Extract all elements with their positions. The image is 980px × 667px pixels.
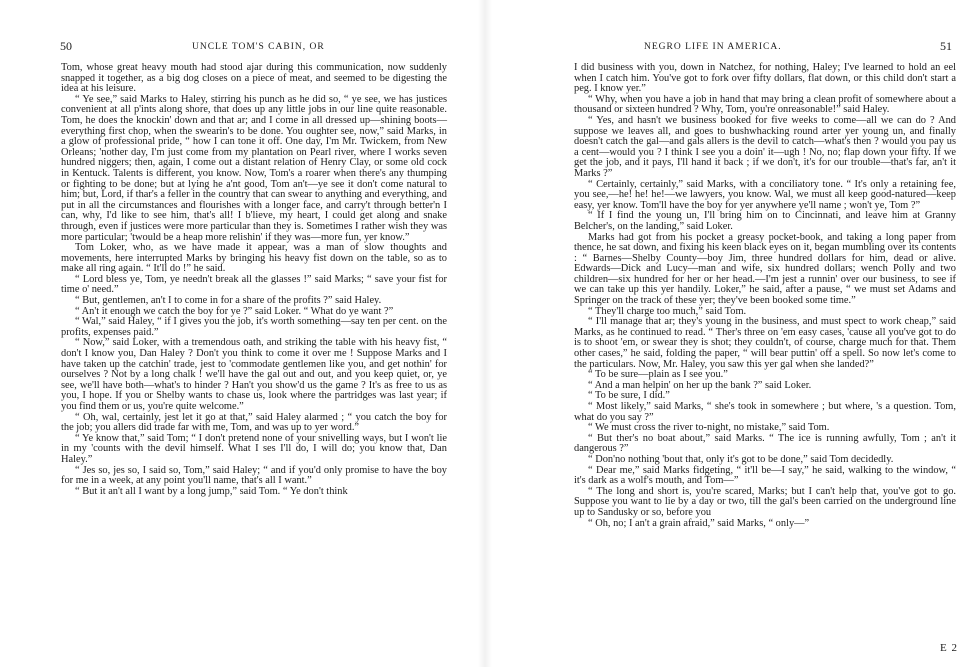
running-head: UNCLE TOM'S CABIN, OR	[192, 42, 325, 52]
paragraph: Tom Loker, who, as we have made it appear, was a man of slow thoughts and movements, here interrupted Marks by bringing his heavy fist down on the table, so as to make all ring again. “ It'll do !” he said.	[61, 242, 447, 275]
paragraph: Tom, whose great heavy mouth had stood ajar during this communication, now suddenly snapped it together, as a big dog closes on a piece of meat, and seemed to be digesting the idea at his leisure.	[61, 62, 447, 95]
paragraph: “ The long and short is, you're scared, Marks; but I can't help that, you've got to go. Suppose you want to lie by a day or two, till the gal's been carried on the underground line up to Sandusky or so, before you	[574, 485, 956, 518]
page-number: 51	[940, 39, 952, 53]
paragraph: “ We must cross the river to-night, no mistake,” said Tom.	[588, 422, 830, 434]
paragraph: “ I'll manage that ar; they's young in the business, and must spect to work cheap,” said Marks, as he continued to read. “ Ther's three on 'em easy cases, 'cause all you've got to do is to shoot 'em, or swear they is shot; they couldn't, of course, charge much for that. Them other cases,” he said, folding the paper, “ will bear puttin' off a spell. So now let's come to the particulars. Now, Mr. Haley, you saw this yer gal when she landed?”	[574, 316, 956, 370]
paragraph: “ Now,” said Loker, with a tremendous oath, and striking the table with his heavy fist, “ don't I know you, Dan Haley ? Don't you think to come it over me ! Suppose Marks and I have taken up the catchin' trade, jest to 'commodate gentlemen like you, and get nothin' for ourselves ? Not by a long chalk ! we'll have the gal out and out, and you keep quiet, or, ye see, we'll have both—what's to hinder ? Han't you show'd us the game ? It's as free to us as you, I hope. If you or Shelby wants to chase us, look where the partridges was last year; if you find them or us, you're quite welcome.”	[61, 337, 447, 412]
book-gutter	[478, 0, 492, 667]
paragraph: “ Most likely,” said Marks, “ she's took in somewhere ; but where, 's a question. Tom, what do you say ?”	[574, 401, 956, 423]
paragraph: “ Yes, and hasn't we business booked for five weeks to come—all we can do ? And suppose we leaves all, and goes to bushwhacking round arter yer young un, and finally doesn't catch the gal—and gals allers is the devil to catch—what's then ? would you pay us a cent—would you ? I think I see you a doin' it—ugh ! No, no; flap down your fifty. If we get the job, and it pays, I'll hand it back ; if we don't, it's for our trouble—that's far, an't it Marks ?”	[574, 114, 956, 179]
left-page-body	[61, 63, 447, 497]
paragraph: “ If I find the young un, I'll bring him on to Cincinnati, and leave him at Granny Belcher's, on the landing,” said Loker.	[574, 210, 956, 232]
paragraph: I did business with you, down in Natchez, for nothing, Haley; I've learned to hold an eel when I catch him. You've got to fork over fifty dollars, flat down, or this child don't start a peg. I know yer.”	[574, 62, 956, 95]
paragraph: “ And a man helpin' on her up the bank ?” said Loker.	[588, 379, 812, 391]
paragraph: “ Don'no nothing 'bout that, only it's got to be done,” said Tom decidedly.	[588, 453, 894, 465]
paragraph: Marks had got from his pocket a greasy pocket-book, and taking a long paper from thence, he sat down, and fixing his keen black eyes on it, began mumbling over its contents : “ Barnes—Shelby County—boy Jim, three hundred dollars for him, dead or alive. Edwards—Dick and Lucy—man and wife, six hundred dollars; wench Polly and two children—six hundred for her or her head.—I'm jest a runnin' over our business, to see if we can take up this yer handily. Loker,” he said, after a pause, “ we must set Adams and Springer on the track of these yer; they've been booked some time.”	[574, 231, 956, 307]
paragraph: “ They'll charge too much,” said Tom.	[588, 305, 747, 317]
paragraph: “ But it an't all I want by a long jump,” said Tom. “ Ye don't think	[75, 485, 348, 497]
right-page-body	[574, 63, 956, 529]
right-page	[492, 0, 980, 667]
paragraph: “ But, gentlemen, an't I to come in for a share of the profits ?” said Haley.	[75, 295, 382, 307]
paragraph: “ But ther's no boat about,” said Marks. “ The ice is running awfully, Tom ; an't it dangerous ?”	[574, 432, 956, 455]
signature-mark: E 2	[940, 642, 958, 654]
paragraph: “ Oh, no; I an't a grain afraid,” said Marks, “ only—”	[588, 517, 810, 529]
left-page	[0, 0, 478, 667]
paragraph: “ Why, when you have a job in hand that may bring a clean profit of somewhere about a thousand or sixteen hundred ? Why, Tom, you're onreasonable!” said Haley.	[574, 93, 956, 116]
page-number: 50	[60, 39, 72, 53]
paragraph: “ Ye see,” said Marks to Haley, stirring his punch as he did so, “ ye see, we has justices convenient at all p'ints along shore, that does up any little jobs in our line quite reasonable. Tom, he does the knockin' down and that ar; and I come in all dressed up—shining boots—everything first chop, when the swearin's to be done. You oughter see, now,” said Marks, in a glow of professional pride, “ how I can tone it off. One day, I'm Mr. Twickem, from New Orleans; 'nother day, I'm just come from my plantation on Pearl river, where I works seven hundred niggers; then, again, I come out a distant relation of Henry Clay, or some old cock in Kentuck. Talents is different, you know. Now, Tom's a roarer when there's any thumping or fighting to be done; but at lying he a'nt good, Tom an't—ye see it don't come natural to him; but, Lord, if thar's a feller in the country that can swear to anything and everything, and put in all the circumstances and flourishes with a longer face, and carry't through better'n I can, why, I'd like to see him, that's all! I b'lieve, my heart, I could get along and snake through, even if justices were more particular than they is. Sometimes I rather wish they was more particular; 'twould be a heap more relishin' if they was—more fun, yer know.”	[61, 93, 447, 243]
paragraph: “ Ye know that,” said Tom; “ I don't pretend none of your snivelling ways, but I won't lie in my 'counts with the devil himself. What I ses I'll do, I will do; you know that, Dan Haley.”	[61, 432, 447, 465]
paragraph: “ To be sure, I did.”	[588, 390, 670, 402]
paragraph: “ Certainly, certainly,” said Marks, with a conciliatory tone. “ It's only a retaining fee, you see,—he! he! he!—we lawyers, you know. Wal, we must all keep good-natured—keep easy, yer know. Tom'll have the boy for yer anywhere ye'll name ; won't ye, Tom ?”	[574, 178, 956, 211]
paragraph: “ Jes so, jes so, I said so, Tom,” said Haley; “ and if you'd only promise to have the boy for me in a week, at any point you'll name, that's all I want.”	[61, 464, 447, 487]
paragraph: “ Wal,” said Haley, “ if I gives you the job, it's worth something—say ten per cent. on the profits, expenses paid.”	[61, 316, 447, 338]
paragraph: “ Dear me,” said Marks fidgeting, “ it'll be—I say,” he said, walking to the window, “ it's dark as a wolf's mouth, and Tom—”	[574, 464, 956, 487]
paragraph: “ Oh, wal, certainly, jest let it go at that,” said Haley alarmed ; “ you catch the boy for the job; you allers did trade far with me, Tom, and was up to yer word.”	[61, 411, 447, 434]
running-head: NEGRO LIFE IN AMERICA.	[644, 42, 782, 52]
paragraph: “ Lord bless ye, Tom, ye needn't break all the glasses !” said Marks; “ save your fist for time o' need.”	[61, 273, 447, 296]
paragraph: “ An't it enough we catch the boy for ye ?” said Loker. “ What do ye want ?”	[75, 305, 394, 317]
paragraph: “ To be sure—plain as I see you.”	[588, 369, 728, 381]
